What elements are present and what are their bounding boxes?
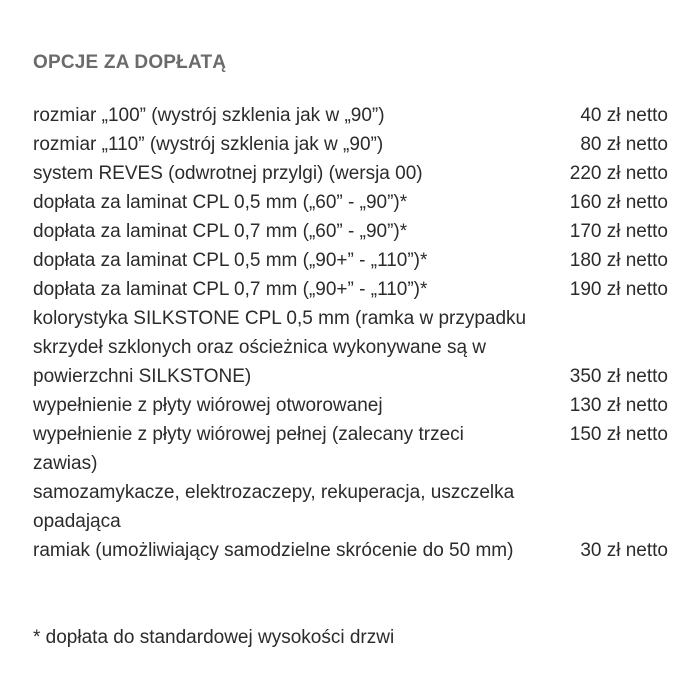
price-row	[33, 159, 668, 188]
price-description: dopłata za laminat CPL 0,5 mm („90+” - „110”)*	[33, 250, 428, 271]
price-row	[33, 188, 668, 217]
price-row	[33, 478, 668, 536]
price-value: 150 zł netto	[569, 424, 668, 445]
price-value: 30 zł netto	[580, 540, 668, 561]
price-row	[33, 391, 668, 420]
price-description: samozamykacze, elektrozaczepy, rekuperacja, uszczelka opadająca	[33, 482, 515, 532]
price-row	[33, 130, 668, 159]
price-description: wypełnienie z płyty wiórowej pełnej (zalecany trzeci zawias)	[33, 424, 464, 474]
price-value: 160 zł netto	[569, 192, 668, 213]
price-value: 220 zł netto	[569, 163, 668, 184]
price-description: dopłata za laminat CPL 0,7 mm („90+” - „110”)*	[33, 279, 428, 300]
price-description: rozmiar „110” (wystrój szklenia jak w „90”)	[33, 134, 384, 155]
price-list	[33, 101, 668, 565]
price-description: dopłata za laminat CPL 0,5 mm („60” - „90”)*	[33, 192, 408, 213]
price-row	[33, 420, 668, 478]
price-description: dopłata za laminat CPL 0,7 mm („60” - „90”)*	[33, 221, 408, 242]
price-value: 180 zł netto	[569, 250, 668, 271]
section-heading: OPCJE ZA DOPŁATĄ	[33, 52, 227, 73]
price-row	[33, 246, 668, 275]
price-description: kolorystyka SILKSTONE CPL 0,5 mm (ramka w przypadku skrzydeł szklonych oraz ościeżnica wykonywane są w powierzchni SILKSTONE)	[33, 308, 527, 387]
price-value: 350 zł netto	[569, 366, 668, 387]
price-row	[33, 275, 668, 304]
price-value: 80 zł netto	[580, 134, 668, 155]
price-row	[33, 536, 668, 565]
price-value: 40 zł netto	[580, 105, 668, 126]
price-value: 130 zł netto	[569, 395, 668, 416]
price-value: 190 zł netto	[569, 279, 668, 300]
price-row	[33, 217, 668, 246]
price-value: 170 zł netto	[569, 221, 668, 242]
price-row	[33, 304, 668, 391]
price-description: rozmiar „100” (wystrój szklenia jak w „90”)	[33, 105, 385, 126]
price-description: system REVES (odwrotnej przylgi) (wersja 00)	[33, 163, 423, 184]
price-row	[33, 101, 668, 130]
price-description: ramiak (umożliwiający samodzielne skrócenie do 50 mm)	[33, 540, 514, 561]
footnote: * dopłata do standardowej wysokości drzwi	[33, 627, 395, 648]
price-description: wypełnienie z płyty wiórowej otworowanej	[33, 395, 383, 416]
